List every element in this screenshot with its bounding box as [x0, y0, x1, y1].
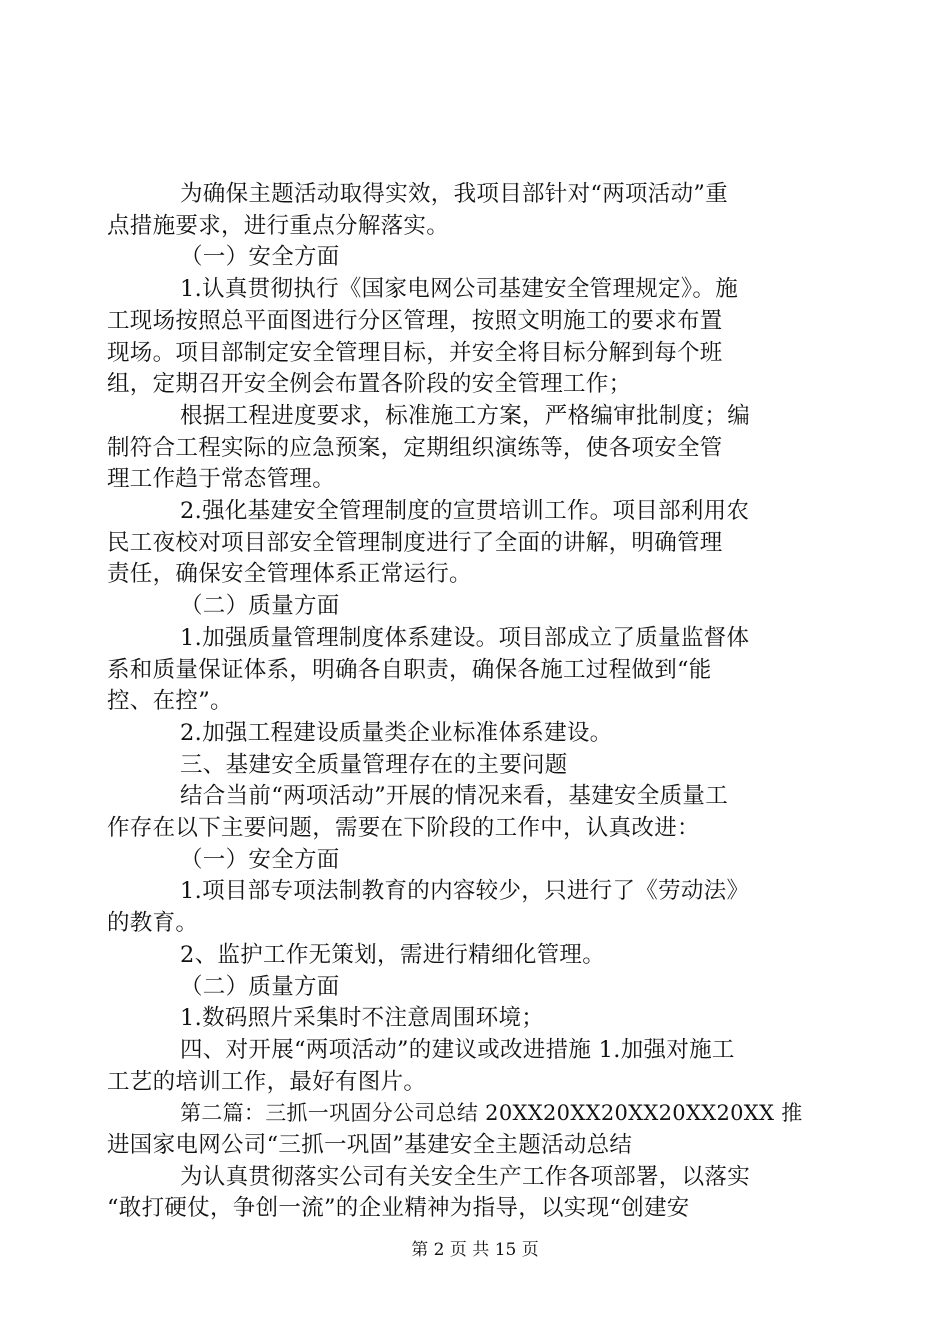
text-line: 责任，确保安全管理体系正常运行。 — [107, 561, 472, 588]
text-line: 2、监护工作无策划，需进行精细化管理。 — [180, 941, 606, 968]
section-heading: （一）安全方面 — [180, 244, 340, 271]
text-line: 控、在控”。 — [107, 688, 233, 715]
text-line: 现场。项目部制定安全管理目标，并安全将目标分解到每个班 — [107, 339, 723, 366]
text-line: 工现场按照总平面图进行分区管理，按照文明施工的要求布置 — [107, 307, 723, 334]
text-line: 的教育。 — [107, 910, 199, 937]
text-line: 结合当前“两项活动”开展的情况来看，基建安全质量工 — [180, 783, 729, 810]
text-line: 第二篇：三抓一巩固分公司总结 20XX20XX20XX20XX20XX 推 — [180, 1101, 803, 1126]
text-line: 理工作趋于常态管理。 — [107, 466, 336, 493]
text-line: 1.认真贯彻执行《国家电网公司基建安全管理规定》。施 — [180, 276, 739, 303]
text-line: 为认真贯彻落实公司有关安全生产工作各项部署，以落实 — [180, 1163, 751, 1190]
section-heading: （二）质量方面 — [180, 973, 340, 1000]
text-line: 2.加强工程建设质量类企业标准体系建设。 — [180, 719, 613, 746]
text-line: 点措施要求，进行重点分解落实。 — [107, 212, 450, 239]
section-heading: 三、基建安全质量管理存在的主要问题 — [180, 751, 568, 778]
text-line: 为确保主题活动取得实效，我项目部针对“两项活动”重 — [180, 181, 729, 207]
text-line: “敢打硬仗，争创一流”的企业精神为指导，以实现“创建安 — [107, 1195, 690, 1222]
text-line: 2.强化基建安全管理制度的宣贯培训工作。项目部利用农 — [180, 498, 750, 524]
text-line: 1.项目部专项法制教育的内容较少，只进行了《劳动法》 — [180, 878, 750, 905]
text-line: 系和质量保证体系，明确各自职责，确保各施工过程做到“能 — [107, 656, 712, 683]
text-line: 组，定期召开安全例会布置各阶段的安全管理工作； — [107, 371, 632, 398]
text-line: 1.加强质量管理制度体系建设。项目部成立了质量监督体 — [180, 624, 750, 651]
text-line: 1.数码照片采集时不注意周围环境； — [180, 1005, 545, 1032]
text-line: 制符合工程实际的应急预案，定期组织演练等，使各项安全管 — [107, 434, 723, 461]
text-line: 民工夜校对项目部安全管理制度进行了全面的讲解，明确管理 — [107, 529, 723, 556]
text-line: 根据工程进度要求，标准施工方案，严格编审批制度；编 — [180, 402, 751, 429]
text-line: 作存在以下主要问题，需要在下阶段的工作中，认真改进： — [107, 815, 700, 841]
page-number-footer: 第 2 页 共 15 页 — [411, 1240, 539, 1260]
text-line: 工艺的培训工作，最好有图片。 — [107, 1068, 427, 1095]
section-heading: （一）安全方面 — [180, 846, 340, 873]
section-heading: （二）质量方面 — [180, 593, 340, 620]
text-line: 进国家电网公司“三抓一巩固”基建安全主题活动总结 — [107, 1132, 633, 1158]
section-heading: 四、对开展“两项活动”的建议或改进措施 1.加强对施工 — [180, 1036, 735, 1063]
